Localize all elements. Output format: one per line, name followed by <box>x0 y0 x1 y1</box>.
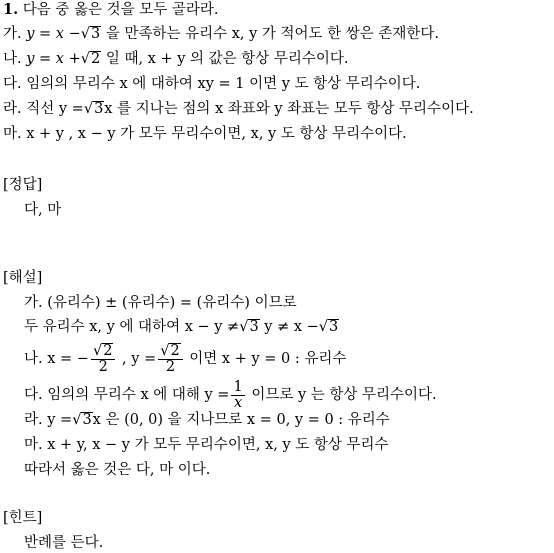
sqrt-radicand: 3 <box>90 26 101 42</box>
explanation-text: 두 유리수 x, y 에 대하여 x − y ≠ <box>24 319 240 335</box>
fraction <box>231 380 244 411</box>
fraction-denominator: 2 <box>165 359 176 375</box>
explanation-line-5 <box>24 410 390 430</box>
sqrt-radicand: 2 <box>103 343 113 359</box>
explanation-line-7: 따라서 옳은 것은 다, 마 이다. <box>24 462 211 478</box>
option-math: y = x − <box>26 26 81 42</box>
answer-text: 다, 마 <box>24 202 62 218</box>
option-da <box>3 74 420 94</box>
fraction-numerator <box>91 343 115 360</box>
fraction <box>158 343 182 375</box>
sqrt-radicand: 2 <box>170 343 180 359</box>
option-ra <box>3 99 474 119</box>
explanation-line-4 <box>24 375 437 415</box>
fraction-denominator: x <box>233 394 243 411</box>
option-text: 일 때, x + y 의 값은 항상 무리수이다. <box>105 51 349 67</box>
explanation-text: y ≠ x − <box>264 319 319 335</box>
option-label: 라. <box>3 101 22 117</box>
option-label: 마. <box>3 126 22 142</box>
explanation-label: 나. <box>24 351 43 367</box>
sqrt-sign: √ <box>83 101 94 117</box>
explanation-text: 라. y = <box>24 412 73 428</box>
option-na <box>3 49 349 69</box>
sqrt-sign: √ <box>80 51 90 67</box>
option-label: 나. <box>3 51 22 67</box>
option-text: 을 만족하는 유리수 x, y 가 적어도 한 쌍은 존재한다. <box>105 26 440 42</box>
explanation-line-6: 마. x + y, x − y 가 모두 무리수이면, x, y 도 항상 무리수 <box>24 437 389 453</box>
explanation-text: 이면 x + y = 0 : 유리수 <box>189 351 347 367</box>
sqrt-sign: √ <box>160 343 170 359</box>
explanation-line-1: 가. (유리수) ± (유리수) = (유리수) 이므로 <box>24 295 297 311</box>
fraction-numerator: 1 <box>233 378 243 395</box>
explanation-text: 이므로 y 는 항상 무리수이다. <box>251 387 437 403</box>
explanation-text: x 은 (0, 0) 을 지나므로 x = 0, y = 0 : 유리수 <box>92 412 390 428</box>
option-text: x 를 지나는 점의 x 좌표와 y 좌표는 모두 항상 무리수이다. <box>104 101 474 117</box>
option-ma <box>3 124 407 144</box>
sqrt-sign: √ <box>318 319 329 335</box>
problem-question: 다음 중 옳은 것을 모두 골라라. <box>22 2 219 18</box>
explanation-text: 다. 임의의 무리수 x 에 대해 y = <box>24 387 230 403</box>
sqrt-sign: √ <box>239 319 249 335</box>
problem-number: 1. <box>3 1 19 18</box>
fraction <box>91 343 115 375</box>
explanation-header: [해설] <box>3 270 43 286</box>
option-label: 가. <box>3 26 22 42</box>
fraction-numerator <box>158 343 182 360</box>
problem-statement <box>3 0 219 20</box>
sqrt-sign: √ <box>92 343 103 359</box>
option-ga <box>3 24 439 44</box>
option-math: y = x + <box>26 51 81 67</box>
hint-text: 반례를 든다. <box>24 535 104 551</box>
option-label: 다. <box>3 76 22 92</box>
explanation-math: , y = <box>122 351 157 367</box>
sqrt-sign: √ <box>72 412 82 428</box>
option-math: 직선 y = <box>26 101 84 117</box>
sqrt-radicand: 2 <box>90 51 101 67</box>
hint-header: [힌트] <box>3 510 43 526</box>
sqrt-radicand: 3 <box>94 101 104 117</box>
sqrt-sign: √ <box>80 26 90 42</box>
option-text: x + y , x − y 가 모두 무리수이면, x, y 도 항상 무리수이다. <box>26 126 407 142</box>
option-text: 임의의 무리수 x 에 대하여 xy = 1 이면 y 도 항상 무리수이다. <box>26 76 421 92</box>
sqrt-radicand: 3 <box>82 412 92 428</box>
explanation-math: x = − <box>47 351 89 367</box>
answer-header: [정답] <box>3 177 43 193</box>
sqrt-radicand: 3 <box>329 319 339 335</box>
fraction-denominator: 2 <box>98 359 108 375</box>
sqrt-radicand: 3 <box>249 319 259 335</box>
